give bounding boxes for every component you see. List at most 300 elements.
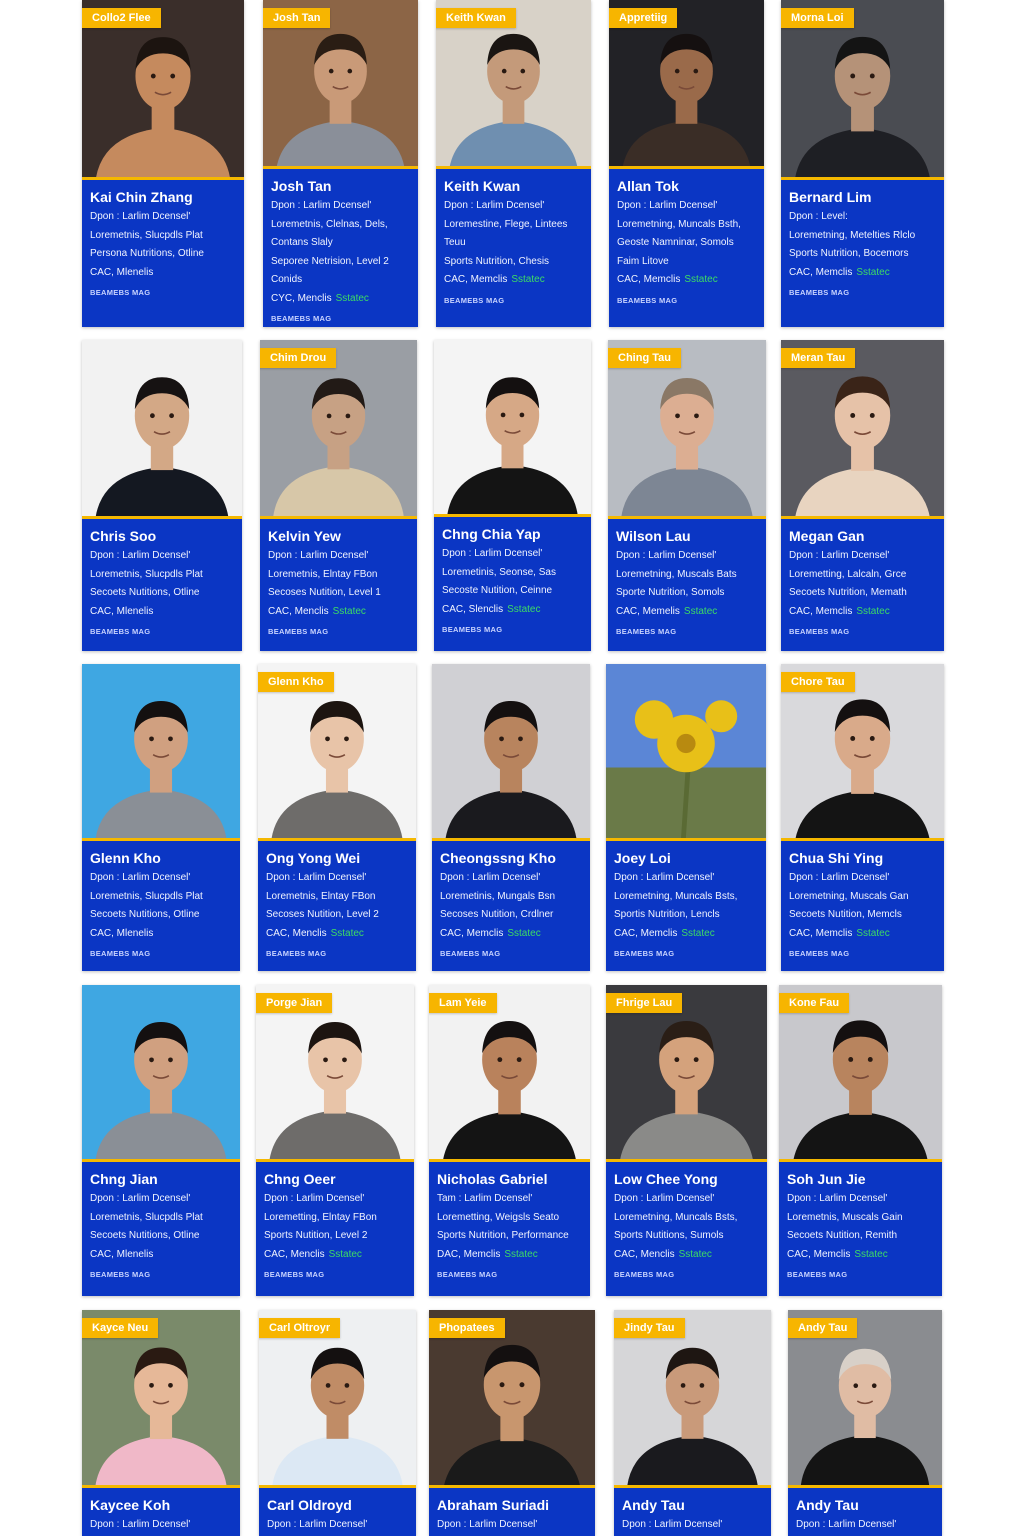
trainer-photo[interactable] [606,664,766,839]
trainer-detail-line [789,906,936,925]
trainer-card[interactable] [82,664,240,971]
trainer-detail-line [266,888,408,907]
detail-text: CAC, Memclis [789,927,853,939]
trainer-name[interactable]: Ong Yong Wei [266,850,361,866]
trainer-info [256,1170,414,1279]
trainer-info [429,1496,595,1535]
trainer-detail-line [789,208,936,227]
card-accent-line [779,1159,942,1162]
detail-text: Sports Nutition, Level 2 [264,1230,368,1241]
detail-text: Dpon : Larlim Dcensel' [614,872,715,883]
detail-text: Dpon : Larlim Dcensel' [437,1519,538,1530]
trainer-name[interactable]: Megan Gan [789,528,865,544]
trainer-detail-line [90,925,232,944]
trainer-tag: Glenn Kho [258,672,334,692]
trainer-info [82,188,244,297]
card-footer: BEAMEBS MAG [437,1270,498,1279]
card-accent-line [82,1159,240,1162]
trainer-name[interactable]: Glenn Kho [90,850,161,866]
detail-text: Dpon : Larlim Dcensel' [90,1193,191,1204]
card-accent-line [82,516,242,519]
detail-text: Loremetting, Lalcaln, Grce [789,568,907,580]
card-accent-line [82,177,244,180]
trainer-name[interactable]: Kai Chin Zhang [90,189,193,205]
trainer-card[interactable] [606,664,766,971]
card-accent-line [82,1485,240,1488]
trainer-info [779,1170,942,1279]
trainer-detail-line [789,245,936,264]
trainer-name[interactable]: Low Chee Yong [614,1171,718,1187]
trainer-card[interactable] [432,664,590,971]
status-badge: Sstatec [856,266,890,278]
trainer-detail-line [622,1516,763,1535]
detail-text: Seporee Netrision, Level 2 [271,255,389,267]
detail-text: Teuu [444,237,466,248]
trainer-detail-line [271,234,410,253]
detail-text: Loremetning, Muscals Bats [616,568,737,580]
trainer-card[interactable] [82,340,242,651]
trainer-name[interactable]: Kaycee Koh [90,1497,171,1513]
trainer-detail-line [90,584,234,603]
status-badge: Sstatec [684,274,718,285]
card-accent-line [429,1159,590,1162]
trainer-card[interactable] [606,985,767,1296]
detail-text: Dpon : Larlim Dcensel' [444,200,545,211]
trainer-detail-line [789,566,936,585]
card-footer: BEAMEBS MAG [444,295,505,305]
trainer-photo[interactable] [434,340,591,515]
trainer-card[interactable] [256,985,414,1296]
detail-text: Dpon : Larlim Dcensel' [796,1519,897,1530]
detail-text: CAC, Mlenelis [90,605,154,617]
status-badge: Sstatec [681,927,715,939]
detail-text: Dpon : Larlim Dcensel' [268,550,369,561]
detail-text: Secoses Nutition, Level 1 [268,587,381,598]
trainer-tag: Chore Tau [781,672,855,692]
trainer-detail-line [271,216,410,235]
trainer-detail-line [616,547,758,566]
trainer-detail-line [616,566,758,585]
trainer-detail-line [614,869,758,888]
trainer-detail-line [90,1246,232,1265]
trainer-name[interactable]: Chua Shi Ying [789,850,884,866]
card-accent-line [429,1485,595,1488]
detail-text: CAC, Memclis [787,1248,851,1260]
card-footer: BEAMEBS MAG [614,949,675,958]
detail-text: Secoets Nutitions, Otline [90,909,200,920]
detail-text: CAC, Memclis [789,605,853,617]
detail-text: Loremetnis, Slucpdls Plat [90,1211,203,1223]
card-footer: BEAMEBS MAG [90,1270,151,1279]
trainer-detail-line [90,227,236,246]
trainer-detail-line [614,925,758,944]
detail-text: Dpon : Larlim Dcensel' [789,550,890,561]
trainer-detail-line [268,547,409,566]
trainer-info [432,849,590,958]
card-accent-line [609,166,764,169]
trainer-detail-line [617,234,756,253]
detail-text: Conids [271,274,303,285]
trainer-detail-line [617,253,756,272]
trainer-detail-line [266,869,408,888]
detail-text: Loremetnis, Slucpdls Plat [90,568,203,580]
trainer-detail-line [437,1227,582,1246]
card-footer: BEAMEBS MAG [268,627,329,636]
trainer-detail-line [90,1227,232,1246]
card-footer: BEAMEBS MAG [440,949,501,958]
trainer-info [788,1496,942,1535]
trainer-name[interactable]: Chris Soo [90,528,157,544]
trainer-tag: Porge Jian [256,993,332,1013]
detail-text: Loremetting, Weigsls Seato [437,1211,560,1223]
trainer-name[interactable]: Chng Chia Yap [442,526,541,542]
detail-text: Dpon : Larlim Dcensel' [90,1519,191,1530]
trainer-detail-line [614,1190,759,1209]
card-accent-line [82,838,240,841]
trainer-info [781,849,944,958]
detail-text: CAC, Memelis [616,605,680,617]
trainer-tag: Appretiig [609,8,677,28]
trainer-name[interactable]: Chng Jian [90,1171,158,1187]
trainer-detail-line [271,253,410,272]
trainer-detail-line [437,1516,587,1535]
trainer-detail-line [789,603,936,622]
detail-text: Sports Nutitions, Sumols [614,1230,724,1241]
card-footer: BEAMEBS MAG [614,1270,675,1279]
trainer-card[interactable] [781,340,944,651]
detail-text: Loremetnis, Clelnas, Dels, [271,218,388,230]
trainer-info [82,1496,240,1535]
status-badge: Sstatec [683,605,718,617]
detail-text: Sportis Nutrition, Lencls [614,909,720,920]
trainer-detail-line [264,1190,406,1209]
detail-text: Dpon : Larlim Dcensel' [787,1193,888,1204]
trainer-name[interactable]: Abraham Suriadi [437,1497,550,1513]
trainer-detail-line [90,1516,232,1535]
trainer-detail-line [444,271,583,290]
detail-text: Secoets Nutrition, Memath [789,587,907,598]
card-footer: BEAMEBS MAG [787,1270,848,1279]
trainer-detail-line [267,1516,408,1535]
card-accent-line [606,1159,767,1162]
detail-text: Sporte Nutrition, Somols [616,587,725,598]
detail-text: Loremetting, Elntay FBon [264,1211,377,1223]
trainer-card[interactable] [609,0,764,327]
trainer-detail-line [444,253,583,272]
detail-text: Dpon : Larlim Dcensel' [616,550,717,561]
card-accent-line [788,1485,942,1488]
detail-text: CAC, Memclis [617,274,681,285]
detail-text: Dpon : Larlim Dcensel' [440,872,541,883]
trainer-detail-line [271,290,410,309]
detail-text: Loremetnis, Elntay FBon [266,890,376,902]
detail-text: Sports Nutrition, Performance [437,1230,569,1241]
trainer-card[interactable] [608,340,766,651]
trainer-photo[interactable] [82,340,242,517]
detail-text: Loremetning, Muncals Bsts, [614,890,738,902]
detail-text: CAC, Mlenelis [90,927,154,939]
detail-text: Secoets Nutition, Memcls [789,909,902,920]
detail-text: Dpon : Larlim Dcensel' [264,1193,365,1204]
detail-text: Secoets Nutition, Remith [787,1230,898,1241]
detail-text: Dpon : Larlim Dcensel' [266,872,367,883]
trainer-tag: Fhrige Lau [606,993,682,1013]
card-accent-line [260,516,417,519]
trainer-name[interactable]: Soh Jun Jie [787,1171,866,1187]
trainer-detail-line [442,601,583,620]
trainer-card[interactable] [82,1310,240,1536]
trainer-name[interactable]: Kelvin Yew [268,528,341,544]
status-badge: Sstatec [507,927,541,939]
detail-text: Loremetinis, Mungals Bsn [440,890,556,902]
status-badge: Sstatec [854,1248,888,1260]
status-badge: Sstatec [507,603,541,615]
trainer-detail-line [271,271,410,290]
trainer-card[interactable] [82,0,244,327]
trainer-detail-line [787,1246,934,1265]
card-accent-line [436,166,591,169]
trainer-name[interactable]: Andy Tau [796,1497,859,1513]
detail-text: Loremetnis, Muscals Gain [787,1211,903,1223]
trainer-detail-line [440,906,582,925]
card-accent-line [781,838,944,841]
trainer-name[interactable]: Carl Oldroyd [267,1497,352,1513]
trainer-info [436,177,591,305]
trainer-info [614,1496,771,1535]
trainer-detail-line [437,1209,582,1228]
card-footer: BEAMEBS MAG [90,627,151,636]
trainer-detail-line [444,216,583,235]
trainer-detail-line [90,245,236,264]
trainer-detail-line [617,216,756,235]
trainer-detail-line [444,197,583,216]
card-footer: BEAMEBS MAG [264,1270,325,1279]
detail-text: Loremetnis, Slucpdls Plat [90,890,203,902]
trainer-name[interactable]: Wilson Lau [616,528,691,544]
detail-text: Sports Nutrition, Bocemors [789,248,909,259]
card-accent-line [432,838,590,841]
trainer-detail-line [271,197,410,216]
status-badge: Sstatec [678,1248,712,1260]
trainer-card[interactable] [788,1310,942,1536]
detail-text: Dpon : Larlim Dcensel' [614,1193,715,1204]
card-footer: BEAMEBS MAG [617,295,678,305]
status-badge: Sstatec [856,605,890,617]
card-footer: BEAMEBS MAG [789,288,850,297]
trainer-card[interactable] [614,1310,771,1536]
detail-text: Dpon : Larlim Dcensel' [442,548,543,559]
trainer-info [606,849,766,958]
detail-text: Loremetnis, Elntay FBon [268,568,378,580]
trainer-card[interactable] [781,664,944,971]
detail-text: CAC, Menclis [268,605,329,617]
trainer-card[interactable] [82,985,240,1296]
trainer-card[interactable] [263,0,418,327]
trainer-card[interactable] [260,340,417,651]
trainer-detail-line [440,869,582,888]
trainer-card[interactable] [429,985,590,1296]
trainer-detail-line [90,603,234,622]
trainer-detail-line [90,888,232,907]
trainer-card[interactable] [258,664,416,971]
trainer-card[interactable] [436,0,591,327]
detail-text: DAC, Memclis [437,1248,501,1260]
trainer-info [609,177,764,305]
detail-text: CAC, Menclis [266,927,327,939]
trainer-detail-line [787,1227,934,1246]
detail-text: Dpon : Larlim Dcensel' [271,200,372,211]
trainer-tag: Kayce Neu [82,1318,158,1338]
trainer-detail-line [266,925,408,944]
detail-text: Secoets Nutitions, Otline [90,587,200,598]
trainer-tag: Lam Yeie [429,993,497,1013]
trainer-card[interactable] [779,985,942,1296]
card-accent-line [256,1159,414,1162]
trainer-detail-line [789,925,936,944]
card-accent-line [258,838,416,841]
trainer-tag: Morna Loi [781,8,854,28]
card-footer: BEAMEBS MAG [90,288,151,297]
trainer-card[interactable] [434,340,591,651]
trainer-detail-line [789,547,936,566]
trainer-detail-line [437,1190,582,1209]
detail-text: Loremetning, Muscals Gan [789,890,909,902]
trainer-info [82,849,240,958]
card-accent-line [614,1485,771,1488]
detail-text: Dpon : Level: [789,211,848,222]
trainer-name[interactable]: Nicholas Gabriel [437,1171,548,1187]
card-accent-line [606,838,766,841]
detail-text: Loremetinis, Seonse, Sas [442,566,556,578]
trainer-info [82,527,242,636]
trainer-detail-line [617,197,756,216]
card-accent-line [781,516,944,519]
trainer-name[interactable]: Josh Tan [271,178,332,194]
trainer-info [260,527,417,636]
status-badge: Sstatec [856,927,890,939]
trainer-info [258,849,416,958]
trainer-detail-line [90,1209,232,1228]
detail-text: CYC, Menclis [271,292,332,304]
trainer-name[interactable]: Bernard Lim [789,189,872,205]
detail-text: CAC, Memclis [444,274,508,285]
trainer-tag: Jindy Tau [614,1318,685,1338]
trainer-detail-line [90,208,236,227]
detail-text: CAC, Mlenelis [90,1248,154,1260]
status-badge: Sstatec [328,1248,362,1260]
trainer-tag: Meran Tau [781,348,855,368]
detail-text: Dpon : Larlim Dcensel' [789,872,890,883]
trainer-tag: Phopatees [429,1318,505,1338]
detail-text: Faim Litove [617,255,669,267]
trainer-tag: Ching Tau [608,348,681,368]
trainer-detail-line [90,264,236,283]
trainer-detail-line [616,603,758,622]
detail-text: Geoste Namninar, Somols [617,237,734,248]
status-badge: Sstatec [511,274,545,285]
status-badge: Sstatec [332,605,366,617]
trainer-detail-line [444,234,583,253]
trainer-name[interactable]: Chng Oeer [264,1171,336,1187]
trainer-detail-line [789,869,936,888]
detail-text: Dpon : Larlim Dcensel' [90,550,191,561]
trainer-tag: Carl Oltroyr [259,1318,340,1338]
trainer-tag: Josh Tan [263,8,330,28]
status-badge: Sstatec [335,292,369,304]
detail-text: Loremetning, Metelties Rlclo [789,229,916,241]
trainer-detail-line [787,1190,934,1209]
trainer-detail-line [789,584,936,603]
trainer-name[interactable]: Cheongssng Kho [440,850,556,866]
trainer-detail-line [789,227,936,246]
trainer-detail-line [437,1246,582,1265]
trainer-photo[interactable] [432,664,590,839]
trainer-name[interactable]: Keith Kwan [444,178,521,194]
detail-text: Dpon : Larlim Dcensel' [90,211,191,222]
detail-text: CAC, Memclis [440,927,504,939]
trainer-detail-line [442,545,583,564]
trainer-detail-line [789,888,936,907]
trainer-detail-line [90,547,234,566]
trainer-name[interactable]: Andy Tau [622,1497,685,1513]
trainer-card[interactable] [429,1310,595,1536]
detail-text: Loremetnis, Slucpdls Plat [90,229,203,241]
card-footer: BEAMEBS MAG [789,627,850,636]
status-badge: Sstatec [504,1248,538,1260]
trainer-detail-line [442,564,583,583]
detail-text: Secoste Nutition, Ceinne [442,585,553,596]
detail-text: CAC, Menclis [264,1248,325,1260]
trainer-detail-line [90,906,232,925]
trainer-card[interactable] [259,1310,416,1536]
trainer-info [434,525,591,634]
trainer-name[interactable]: Joey Loi [614,850,671,866]
trainer-detail-line [614,906,758,925]
trainer-detail-line [90,869,232,888]
trainer-info [781,188,944,297]
trainer-info [263,177,418,323]
trainer-detail-line [266,906,408,925]
trainer-detail-line [442,582,583,601]
trainer-tag: Keith Kwan [436,8,516,28]
trainer-detail-line [268,584,409,603]
trainer-card[interactable] [781,0,944,327]
trainer-photo[interactable] [82,664,240,839]
trainer-detail-line [616,584,758,603]
detail-text: CAC, Slenclis [442,603,504,615]
card-accent-line [434,514,591,517]
trainer-detail-line [264,1227,406,1246]
trainer-detail-line [90,1190,232,1209]
trainer-detail-line [264,1209,406,1228]
trainer-photo[interactable] [82,985,240,1160]
trainer-info [606,1170,767,1279]
detail-text: Loremetning, Muncals Bsth, [617,218,741,230]
trainer-detail-line [614,888,758,907]
trainer-detail-line [440,888,582,907]
trainer-name[interactable]: Allan Tok [617,178,679,194]
detail-text: Sports Nutrition, Chesis [444,255,550,267]
trainer-tag: Chim Drou [260,348,336,368]
trainer-info [82,1170,240,1279]
trainer-info [608,527,766,636]
trainer-tag: Andy Tau [788,1318,857,1338]
detail-text: Loremetning, Muncals Bsts, [614,1211,738,1223]
detail-text: CAC, Memclis [789,266,853,278]
trainer-detail-line [614,1246,759,1265]
trainer-detail-line [787,1209,934,1228]
trainer-detail-line [789,264,936,283]
